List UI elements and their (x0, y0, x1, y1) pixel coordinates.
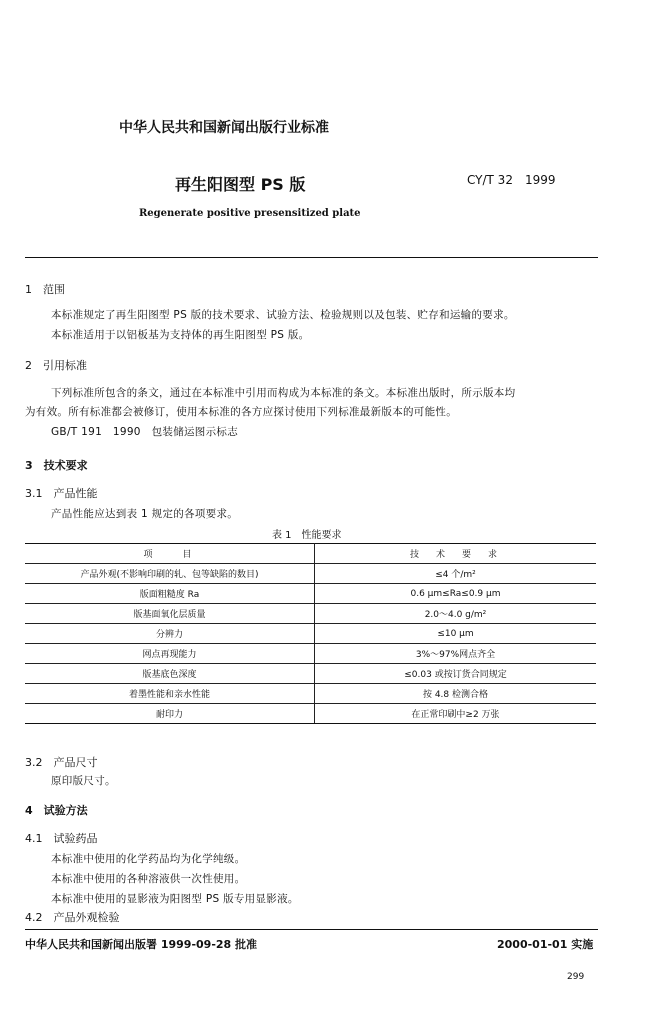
requirement-cell: 3%～97%网点齐全 (315, 644, 597, 664)
section-3-1-text: 产品性能应达到表 1 规定的各项要求。 (51, 508, 239, 520)
section-4-1-heading: 4.1 试验药品 (25, 832, 98, 845)
item-cell: 着墨性能和亲水性能 (25, 684, 315, 704)
section-1-para-2: 本标准适用于以铝板基为支持体的再生阳图型 PS 版。 (51, 329, 310, 341)
section-1-heading: 1 范围 (25, 283, 65, 296)
header-rule (25, 257, 598, 258)
table-row (25, 644, 596, 664)
table-row (25, 584, 596, 604)
table-row (25, 624, 596, 644)
section-4-2-heading: 4.2 产品外观检验 (25, 911, 120, 924)
footer-rule (25, 929, 598, 930)
section-1-para-1: 本标准规定了再生阳图型 PS 版的技术要求、试验方法、检验规则以及包装、贮存和运输的要求。 (51, 309, 515, 321)
section-2-heading: 2 引用标准 (25, 359, 87, 372)
table-row (25, 704, 596, 724)
table-row (25, 664, 596, 684)
section-2-para-line-2: 为有效。所有标准都会被修订，使用本标准的各方应探讨使用下列标准最新版本的可能性。 (25, 406, 457, 418)
item-cell: 网点再现能力 (25, 644, 315, 664)
section-2-para-line-1: 下列标准所包含的条文，通过在本标准中引用而构成为本标准的条文。本标准出版时，所示版本均 (51, 387, 516, 399)
table-header-row (25, 544, 596, 564)
doc-title: 再生阳图型 PS 版 (175, 175, 306, 194)
section-3-1-heading: 3.1 产品性能 (25, 487, 98, 500)
section-4-1-para-3: 本标准中使用的显影液为阳图型 PS 版专用显影液。 (51, 893, 299, 905)
section-3-heading: 3 技术要求 (25, 459, 88, 472)
table-row (25, 684, 596, 704)
page-number: 299 (567, 972, 585, 982)
section-3-2-text: 原印版尺寸。 (51, 775, 116, 787)
item-cell: 版面粗糙度 Ra (25, 584, 315, 604)
requirement-cell: 在正常印刷中≥2 万张 (315, 704, 597, 724)
item-cell: 产品外观(不影响印刷的轧、包等缺陷的数目) (25, 564, 315, 584)
column-header-item: 项 目 (25, 544, 315, 564)
requirement-cell: ≤10 μm (315, 624, 597, 644)
requirement-cell: 按 4.8 检测合格 (315, 684, 597, 704)
section-3-2-heading: 3.2 产品尺寸 (25, 756, 98, 769)
item-cell: 耐印力 (25, 704, 315, 724)
doc-title-en: Regenerate positive presensitized plate (139, 208, 361, 219)
section-4-heading: 4 试验方法 (25, 804, 88, 817)
table-row (25, 564, 596, 584)
table-caption: 表 1 性能要求 (272, 530, 342, 541)
item-cell: 版基底色深度 (25, 664, 315, 684)
org-title: 中华人民共和国新闻出版行业标准 (119, 120, 329, 136)
column-header-requirement: 技 术 要 求 (315, 544, 597, 564)
requirement-cell: 2.0～4.0 g/m² (315, 604, 597, 624)
item-cell: 分辨力 (25, 624, 315, 644)
requirement-cell: 0.6 μm≤Ra≤0.9 μm (315, 584, 597, 604)
standard-number: CY/T 32 1999 (467, 173, 556, 187)
section-4-1-para-2: 本标准中使用的各种溶液供一次性使用。 (51, 873, 246, 885)
requirement-cell: ≤0.03 或按订货合同规定 (315, 664, 597, 684)
section-4-1-para-1: 本标准中使用的化学药品均为化学纯级。 (51, 853, 246, 865)
reference-gb-t-191: GB/T 191 1990 包装储运图示标志 (51, 426, 238, 438)
item-cell: 版基面氧化层质量 (25, 604, 315, 624)
issued-by: 中华人民共和国新闻出版署 1999-09-28 批准 (25, 938, 258, 951)
table-row (25, 604, 596, 624)
effective-date: 2000-01-01 实施 (497, 938, 594, 951)
requirement-cell: ≤4 个/m² (315, 564, 597, 584)
performance-table (25, 543, 596, 724)
